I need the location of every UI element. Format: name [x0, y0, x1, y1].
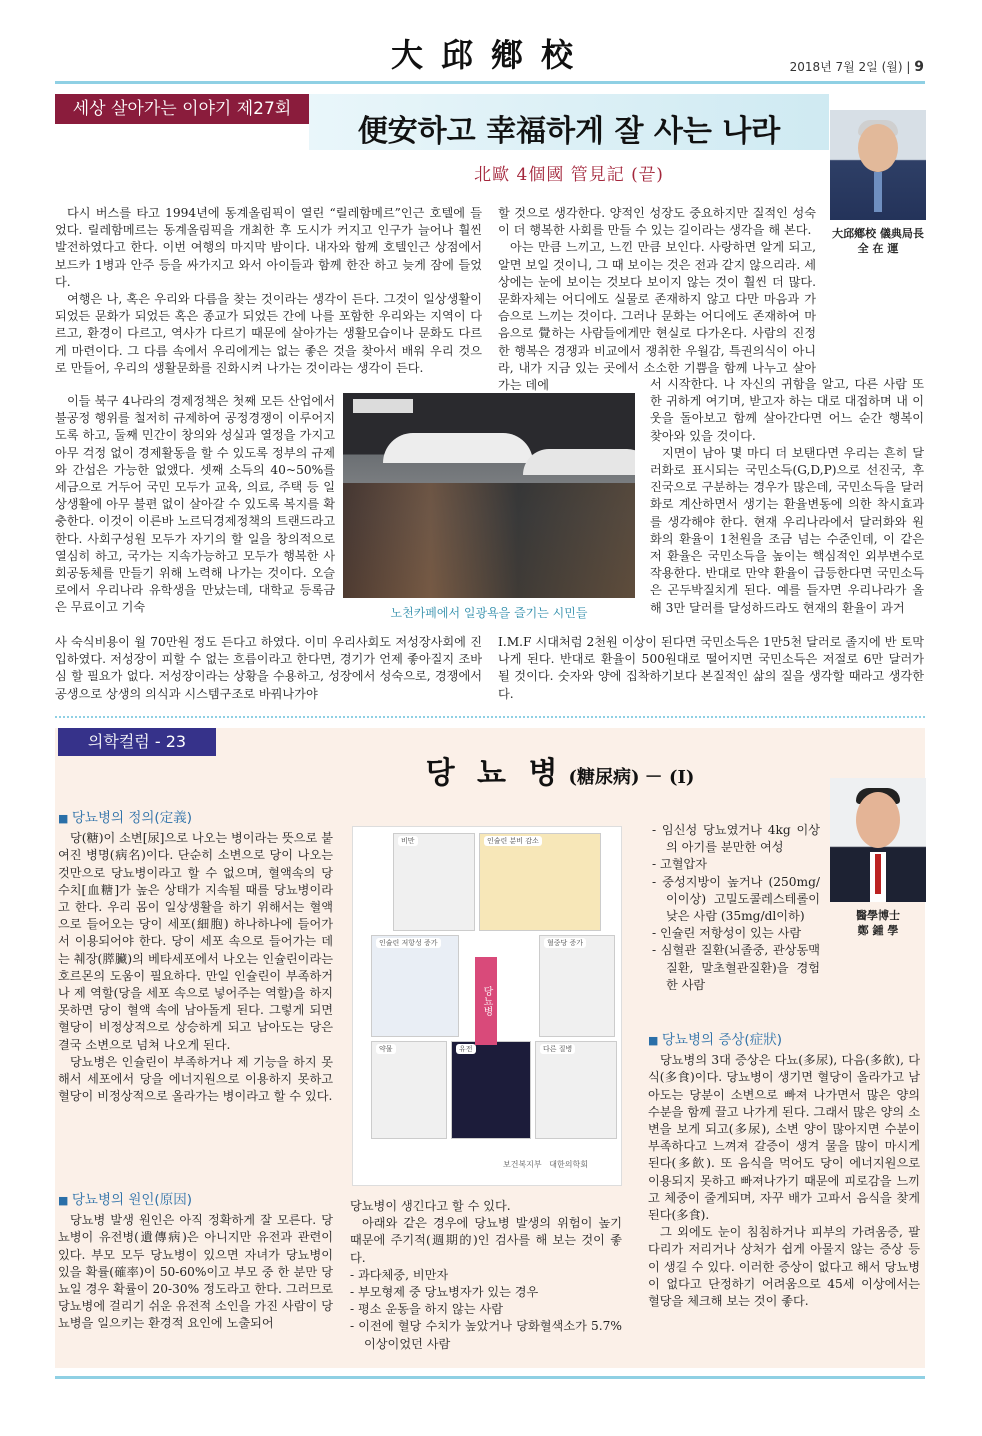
- diagram-label: 혈중당 증가: [544, 938, 586, 948]
- list-item: - 임신성 당뇨였거나 4kg 이상의 아기를 분만한 여성: [652, 823, 820, 855]
- photo-caption: 노천카페에서 일광욕을 즐기는 시민들: [390, 606, 588, 620]
- doctor-caption: [820, 908, 936, 938]
- series-tag: 세상 살아가는 이야기 제27회: [55, 94, 309, 124]
- paragraph: I.M.F 시대처럼 2천원 이상이 된다면 국민소득은 1만5천 달러로 졸지에 반 토막 나게 된다. 반대로 환율이 500원대로 떨어지면 국민소득은 저절로 6만 달러가 될 것이다. 숫자와 양에 집착하기보다 본질적인 삶의 질을 생각할 때라고 생각한다.: [498, 635, 924, 701]
- paragraph: 서 시작한다. 나 자신의 귀함을 알고, 다른 사람 또한 귀하게 여기며, 받고자 하는 대로 대접하며 내 이웃을 돌아보고 함께 살아간다면 어느 순간 행복이 찾아와 있을 것이다.: [650, 377, 924, 443]
- diagram-label: 약물: [376, 1044, 396, 1054]
- risk-section-b: [652, 822, 820, 1027]
- doctor-title: 醫學博士: [856, 909, 900, 922]
- list-item: - 인슐린 저항성이 있는 사람: [652, 926, 802, 941]
- diagram-label: 인슐린 분비 감소: [484, 836, 542, 846]
- title-part: － (Ⅰ): [644, 767, 695, 788]
- diagram-panel: [371, 935, 459, 1037]
- list-item: - 이전에 혈당 수치가 높았거나 당화혈색소가 5.7% 이상이었던 사람: [350, 1319, 622, 1351]
- risk-list-a: [350, 1267, 622, 1353]
- header-rule: [55, 81, 925, 84]
- section-heading-symptoms: ■ 당뇨병의 증상(症狀): [648, 1032, 920, 1049]
- list-item: - 평소 운동을 하지 않는 사람: [350, 1302, 503, 1317]
- list-item: - 고혈압자: [652, 857, 708, 872]
- article1-col2-bottom: [498, 634, 924, 706]
- diagram-panel: [451, 1041, 531, 1139]
- risk-list-b: [652, 822, 820, 994]
- diagram-panel: [479, 833, 601, 931]
- author-photo: [830, 110, 926, 220]
- diabetes-diagram: [352, 826, 622, 1186]
- paragraph: 할 것으로 생각한다. 양적인 성장도 중요하지만 질적인 성숙이 더 행복한 사회를 만들 수 있는 길이라는 생각을 해 본다.: [498, 206, 816, 238]
- section-heading-definition: ■ 당뇨병의 정의(定義): [58, 810, 333, 827]
- dateline: [790, 58, 924, 75]
- section-heading-cause: ■ 당뇨병의 원인(原因): [58, 1192, 333, 1209]
- article1-col2-wrap: [650, 376, 924, 634]
- author-name: 全 在 運: [857, 242, 899, 255]
- diagram-label: 유전: [456, 1044, 476, 1054]
- doctor-face: [856, 792, 900, 848]
- paragraph: 아래와 같은 경우에 당뇨병 발생의 위험이 높기 때문에 주기적(週期的)인 검사를 해 보는 것이 좋다.: [350, 1216, 622, 1265]
- storefront-sign: [353, 399, 413, 413]
- column-title: [300, 748, 820, 792]
- paragraph: 아는 만큼 느끼고, 느낀 만큼 보인다. 사랑하면 알게 되고, 알면 보일 것이니, 그 때 보이는 것은 전과 같지 않으리라. 세상에는 눈에 보이는 것보다 보이지 않는 것이 훨씬 더 많다. 문화자체는 어디에도 실물로 존재하지 않고 다만 마음과 가슴으로 느끼는 것이다. 그러나 문화는 어디에도 존재하여 마음으로 覺하는 사람들에게만 현실로 다가온다. 사람의 진정한 행복은 경쟁과 비교에서 쟁취한 우월감, 특권의식이 아니라, 내가 지금 있는 곳에서 소소한 기쁨을 함께 나누고 살아가는 데에: [498, 240, 816, 393]
- footer-rule: [55, 1376, 925, 1379]
- doctor-name: 鄭 鍾 學: [857, 924, 899, 937]
- article1-col1-top: [55, 205, 482, 393]
- diagram-center-label: 당뇨병: [475, 957, 497, 1045]
- title-main: 당 뇨 병: [425, 756, 564, 791]
- list-item: - 중성지방이 높거나 (250mg/이이상) 고밀도콜레스테롤이 낮은 사람 (35mg/dl이하): [652, 874, 820, 924]
- diagram-logos: [503, 1159, 588, 1170]
- article1-col2-top: [498, 205, 816, 393]
- diagram-panel: [535, 1041, 617, 1139]
- page-number: 9: [914, 59, 924, 75]
- author-title: 大邱鄕校 儀典局長: [832, 227, 924, 240]
- article1-col1-wrap: [55, 393, 335, 633]
- diagram-panel: [371, 1041, 447, 1139]
- diagram-label: 인슐린 저항성 증가: [376, 938, 441, 948]
- paragraph: 여행은 나, 혹은 우리와 다름을 찾는 것이라는 생각이 든다. 그것이 일상생활이 되었든 문화가 되었든 혹은 종교가 되었든 간에 나를 포함한 우리와는 지역이 다르고, 환경이 다르고, 역사가 다르기 때문에 살아가는 생활모습이나 문화도 다르게 마련이다. 그 다름 속에서 우리에게는 없는 좋은 것을 찾아서 배워 우리 것으로 만들어, 우리의 생활문화를 진화시켜 나가는 것이라는 생각이 든다.: [55, 292, 482, 375]
- author-tie: [874, 172, 882, 212]
- paragraph: 지면이 남아 몇 마디 더 보탠다면 우리는 흔히 달러화로 표시되는 국민소득(G,D,P)으로 선진국, 후진국으로 구분하는 경우가 많은데, 국민소득을 달러화로 계산하면서 생기는 환율변동에 의한 착시효과를 생각해야 한다. 현재 우리나라에서 달러화와 원화의 환율이 1천원을 조금 넘는 수준인데, 이 같은 저 환율은 국민소득을 높이는 핵심적인 외부변수로 작용한다. 반대로 만약 환율이 급등한다면 국민소득은 곤두박질치게 된다. 예를 들자면 우리나라가 올해 3만 달러를 달성하드라도 현재의 환율이 과거: [650, 445, 924, 615]
- page-separator: |: [906, 60, 911, 74]
- issue-date: 2018년 7월 2일 (월): [789, 60, 903, 74]
- doctor-photo: [830, 778, 926, 902]
- paragraph: 당뇨병이 생긴다고 할 수 있다.: [350, 1199, 511, 1213]
- logo-ministry: 보건복지부: [503, 1160, 542, 1169]
- paragraph: 다시 버스를 타고 1994년에 동계올림픽이 열린 “릴레함메르”인근 호텔에 들었다. 릴레함메르는 동계올림픽을 개최한 후 도시가 커지고 인구가 늘어나 훨씬 발전하였다고 한다. 이번 여행의 마지막 밤이다. 내자와 함께 호텔인근 상점에서 보드카 1병과 안주 등을 싸가지고 와서 아이들과 함께 한잔 하고 늦게 잠에 들었다.: [55, 206, 482, 289]
- diagram-panel: [393, 833, 475, 931]
- paragraph: 당(糖)이 소변[尿]으로 나오는 병이라는 뜻으로 붙여진 병명(病名)이다. 단순히 소변으로 당이 나오는 것만으로 당뇨병이라고 할 수 없으며, 혈액속의 당 수치[血糖]가 높은 상태가 지속될 때를 당뇨병이라고 한다. 우리 몸이 일상생활을 하기 위해서는 혈액으로 들어오는 당이 세포(細胞) 하나하나에 들어가서 이용되어야 한다. 당이 세포 속으로 들어가는 데는 췌장(膵臟)의 베타세포에서 나오는 인슐린이라는 호르몬의 도움이 필요하다. 만일 인슐린이 부족하거나 제 역할(당을 세포 속으로 넣어주는 역할)을 하지 못하면 당이 혈액 속에 남아돌게 된다. 그렇게 되면 혈당이 비정상적으로 상승하게 되고 남아도는 당은 결국 소변으로 넘쳐 나오게 된다.: [58, 831, 333, 1052]
- author-caption: [820, 226, 936, 256]
- diagram-label: 다른 질병: [540, 1044, 575, 1054]
- logo-academy: 대한의학회: [549, 1160, 588, 1169]
- cause-section: [58, 1192, 333, 1358]
- paragraph: 당뇨병 발생 원인은 아직 정확하게 잘 모른다. 당뇨병이 유전병(遺傳病)은 아니지만 유전과 관련이 있다. 부모 모두 당뇨병이 있으면 자녀가 당뇨병이 있을 확률(確率)이 50-60%이고 부모 중 한 분만 당뇨일 경우 확률이 20-30% 정도라고 한다. 그러므로 당뇨병에 걸리기 쉬운 유전적 소인을 가진 사람이 당뇨병을 일으키는 환경적 요인에 노출되어: [58, 1213, 333, 1331]
- article1-col1-bottom: [55, 634, 482, 706]
- cafe-photo: [343, 393, 635, 598]
- definition-section: [58, 810, 333, 1190]
- list-item: - 부모형제 중 당뇨병자가 있는 경우: [350, 1285, 539, 1300]
- paragraph: 사 숙식비용이 월 70만원 정도 든다고 하였다. 이미 우리사회도 저성장사회에 진입하였다. 저성장이 피할 수 없는 흐름이라고 한다면, 경기가 언제 좋아질지 조바심 할 필요가 없다. 저성장이라는 상황을 수용하고, 성장에서 성숙으로, 경쟁에서 공생으로 상생의 의식과 시스템구조로 바꿔나가야: [55, 635, 482, 701]
- paragraph: 그 외에도 눈이 침침하거나 피부의 가려움증, 팔다리가 저리거나 상처가 쉽게 아물지 않는 증상 등이 생길 수 있다. 이러한 증상이 없다고 해서 당뇨병이 없다고 단정하기 어려움으로 45세 이상에서는 혈당을 체크해 보는 것이 좋다.: [648, 1225, 920, 1309]
- paragraph: 당뇨병은 인슐린이 부족하거나 제 기능을 하지 못해서 세포에서 당을 에너지원으로 이용하지 못하고 혈당이 비정상적으로 올라가는 병이라고 할 수 있다.: [58, 1054, 333, 1104]
- article-title: 便安하고 幸福하게 잘 사는 나라: [357, 114, 781, 149]
- author-face: [858, 124, 898, 172]
- umbrella-shape: [383, 433, 533, 463]
- diagram-panel: [539, 935, 615, 1037]
- section-divider: [55, 716, 925, 718]
- masthead: 大邱鄕校: [390, 36, 591, 74]
- doctor-tie: [875, 854, 881, 894]
- column-tag: 의학컬럼 - 23: [58, 728, 216, 756]
- title-hanja: (糖尿病): [568, 767, 640, 788]
- diagram-label: 비만: [398, 836, 418, 846]
- paragraph: 이들 북구 4나라의 경제정책은 첫째 모든 산업에서 불공정 행위를 철저히 규제하여 공정경쟁이 이루어지도록 하고, 둘째 민간이 창의와 성실과 열정을 가지고 아무 걱정 없이 경제활동을 할 수 있도록 정부의 규제와 간섭은 가능한 없앴다. 셋째 소득의 40~50%를 세금으로 거두어 국민 모두가 교육, 의료, 주택 등 일상생활에 아무 불편 없이 살아갈 수 있도록 복지를 확충한다. 이것이 이른바 노르딕경제정책의 트랜드라고 한다. 사회구성원 모두가 자기의 할 일을 창의적으로 열심히 하고, 국가는 지속가능하고 모두가 행복한 사회공동체를 만들기 위해 노력해 나가는 것이다. 오슬로에서 우리나라 유학생을 만났는데, 대학교 등록금은 무료이고 기숙: [55, 394, 335, 615]
- cafe-patrons: [343, 483, 635, 598]
- article-subtitle: 北歐 4個國 管見記 (끝): [474, 165, 664, 185]
- list-item: - 과다체중, 비만자: [350, 1267, 449, 1282]
- risk-section-a: [350, 1198, 622, 1363]
- umbrella-shape: [523, 449, 635, 475]
- paragraph: 당뇨병의 3대 증상은 다뇨(多尿), 다음(多飮), 다식(多食)이다. 당뇨병이 생기면 혈당이 올라가고 남아도는 당분이 소변으로 빠져 나가면서 많은 양의 수분을 함께 끌고 나가게 된다. 그래서 많은 양의 소변을 보게 되고(多尿), 소변 양이 많아지면 수분이 부족하다고 느껴져 갈증이 생겨 물을 많이 마시게 된다(多飮). 또 음식을 먹어도 당이 에너지원으로 이용되지 못하고 빠져나가기 때문에 피로감을 느끼고 체중이 줄게되며, 자꾸 배가 고파서 음식을 찾게 된다(多食).: [648, 1053, 920, 1223]
- symptom-section: [648, 1032, 920, 1362]
- list-item: - 심혈관 질환(뇌졸중, 관상동맥질환, 말초혈관질환)을 경험한 사람: [652, 943, 820, 992]
